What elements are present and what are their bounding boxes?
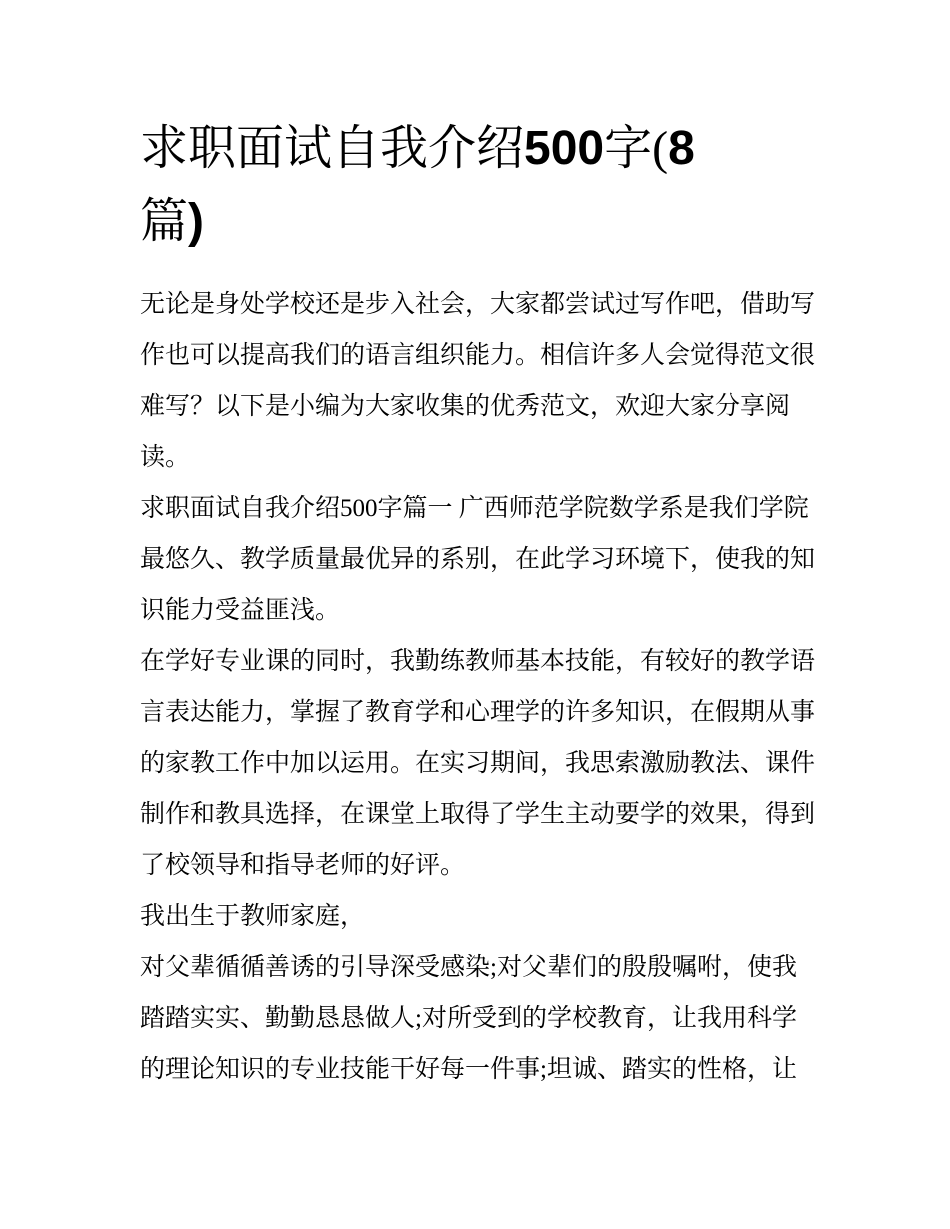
title-paren-close: ) [188, 195, 204, 248]
paragraph-2: 在学好专业课的同时，我勤练教师基本技能，有较好的教学语言表达能力，掌握了教育学和心理学的许多知识，在假期从事的家教工作中加以运用。在实习期间，我思索激励教法、课件制作和教具选择，在课堂上取得了学生主动要学的效果，得到了校领导和指导老师的好评。 [140, 648, 816, 879]
paragraph-intro: 无论是身处学校还是步入社会，大家都尝试过写作吧，借助写作也可以提高我们的语言组织能力。相信许多人会觉得范文很难写？以下是小编为大家收集的优秀范文，欢迎大家分享阅读。 [140, 291, 816, 471]
paragraph-1: 求职面试自我介绍500字篇一 广西师范学院数学系是我们学院最悠久、教学质量最优异的系别，在此学习环境下，使我的知识能力受益匪浅。 [140, 495, 816, 624]
title-text-mid: 字( [604, 122, 669, 175]
paragraph-4: 对父辈循循善诱的引导深受感染;对父辈们的殷殷嘱咐，使我踏踏实实、勤勤恳恳做人;对所受到的学校教育，让我用科学的理论知识的专业技能干好每一件事;坦诚、踏实的性格，让 [140, 954, 797, 1083]
document-title [140, 112, 820, 258]
title-text: 求职面试自我介绍 [140, 122, 525, 175]
document-body [140, 279, 815, 1095]
paragraph-3: 我出生于教师家庭， [140, 903, 366, 930]
title-count: 8 [668, 122, 695, 175]
title-text-end: 篇 [140, 195, 189, 248]
title-number: 500 [524, 122, 605, 175]
